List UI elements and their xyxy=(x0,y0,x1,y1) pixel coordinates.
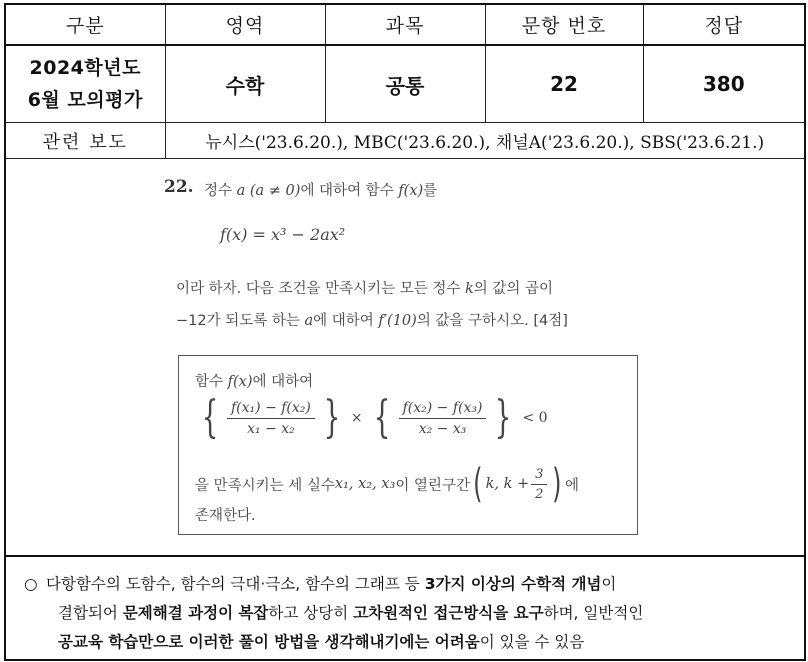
header-subject: 과목 xyxy=(325,4,485,45)
problem-cell xyxy=(5,159,805,557)
header-question-number: 문항 번호 xyxy=(485,4,643,45)
press-value: 뉴시스('23.6.20.), MBC('23.6.20.), 채널A('23.6.20.), SBS('23.6.21.) xyxy=(165,123,805,159)
exam-name xyxy=(5,45,165,123)
condition-inequality: { $\frac{\text{f(x₁) − f(x₂)}}{\text{x₁ − x₂}}$ } × { $\frac{\text{f(x₂) − f(x₃)}}{\text{x₂ − x₃}}$ } < 0 xyxy=(201,392,548,443)
exam-session: 6월 모의평가 xyxy=(27,89,143,111)
fraction-2-numerator: f(x₂) − f(x₃) xyxy=(399,400,487,419)
problem-line-2: −12가 되도록 하는 a에 대하여 f′(10)의 값을 구하시오. [4점] xyxy=(176,313,568,329)
comment-text: ○ 다항함수의 도함수, 함수의 극대·극소, 함수의 그래프 등 3가지 이상의 수학적 개념이 결합되어 문제해결 과정이 복잡하고 상당히 고차원적인 접근방식을 요구하며, 일반적인 공교육 학습만으로 이러한 풀이 방법을 생각해내기에는 어려움이 있을 수 있음 xyxy=(6,560,804,657)
problem-number: 22. xyxy=(164,177,194,197)
header-category: 구분 xyxy=(5,4,165,45)
press-label: 관련 보도 xyxy=(5,123,165,159)
condition-box xyxy=(178,355,638,535)
condition-line-4: 존재한다. xyxy=(195,508,256,524)
fraction-2-denominator: x₂ − x₃ xyxy=(418,420,467,437)
exam-year: 2024학년도 xyxy=(29,57,141,79)
problem-stem: 정수 a (a ≠ 0)에 대하여 함수 f(x)를 xyxy=(204,183,438,199)
problem-line-1: 이라 하자. 다음 조건을 만족시키는 모든 정수 k의 값의 곱이 xyxy=(176,281,554,297)
condition-intro: 함수 f(x)에 대하여 xyxy=(195,374,314,390)
fraction-1-numerator: f(x₁) − f(x₂) xyxy=(227,400,315,419)
problem-image xyxy=(156,173,656,543)
bullet: ○ xyxy=(24,574,38,593)
header-answer: 정답 xyxy=(643,4,805,45)
fraction-1-denominator: x₁ − x₂ xyxy=(247,420,295,437)
answer-value: 380 xyxy=(643,45,805,123)
comment-cell xyxy=(5,556,805,660)
area-value: 수학 xyxy=(165,45,325,123)
subject-value: 공통 xyxy=(325,45,485,123)
question-number-value: 22 xyxy=(485,45,643,123)
function-definition: f(x) = x³ − 2ax² xyxy=(220,225,346,244)
header-area: 영역 xyxy=(165,4,325,45)
condition-line-3: 을 만족시키는 세 실수 x₁, x₂, x₃ 이 열린구간 ( k, k + $\frac{3}{2}$ ) 에 xyxy=(195,461,580,507)
summary-table xyxy=(4,3,804,659)
